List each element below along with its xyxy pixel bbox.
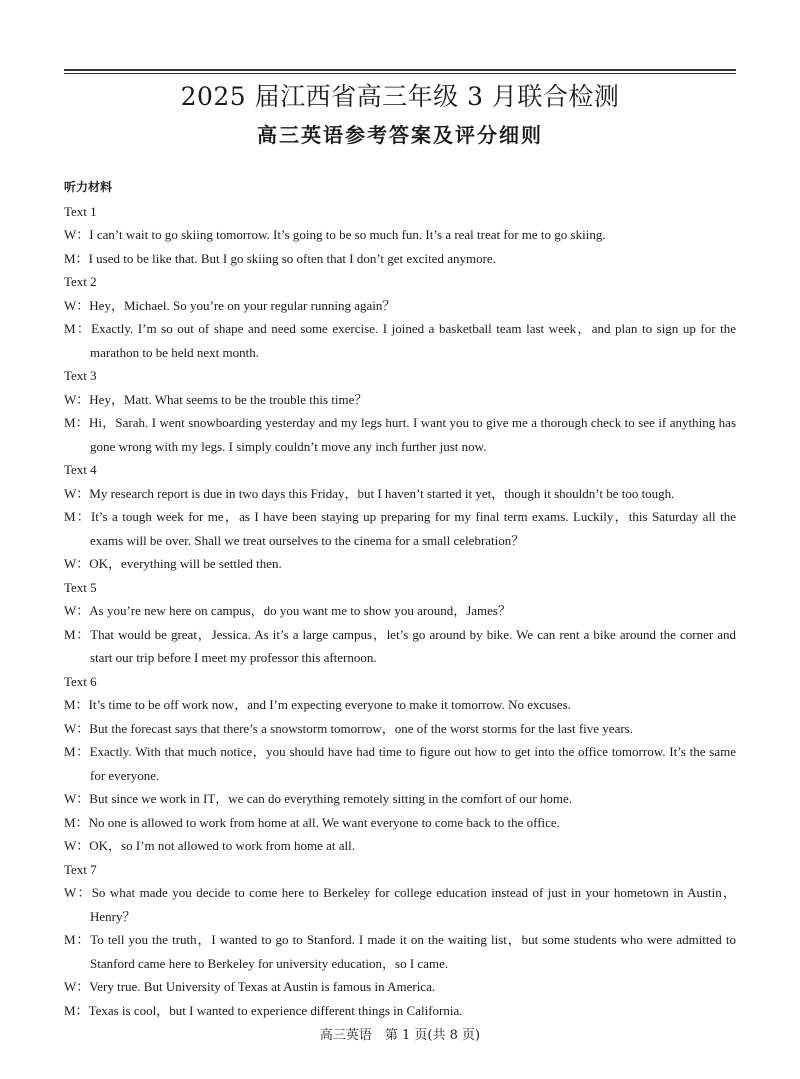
- line-text: So what made you decide to come here to Berkeley for college education instead of just in your hometown in Austin，Henry？: [90, 885, 736, 924]
- speaker-label: W：: [64, 885, 92, 900]
- speaker-label: M：: [64, 321, 92, 336]
- dialogue-line: [64, 505, 736, 552]
- dialogue-line: [64, 482, 736, 506]
- dialogue-line: [64, 928, 736, 975]
- speaker-label: M：: [64, 509, 91, 524]
- line-text: To tell you the truth，I wanted to go to Stanford. I made it on the waiting list，but some students who were admitted to Stanford came here to Berkeley for university education，so I came.: [90, 932, 736, 971]
- speaker-label: W：: [64, 720, 90, 736]
- line-text: Texas is cool，but I wanted to experience different things in California.: [88, 1002, 463, 1018]
- line-text: It’s a tough week for me，as I have been staying up preparing for my final term exams. Luckily，this Saturday all the exams will be over. Shall we treat ourselves to the cinema for a small celebration？: [90, 509, 737, 548]
- line-text: Hi，Sarah. I went snowboarding yesterday and my legs hurt. I want you to give me a thorough check to see if anything has gone wrong with my legs. I simply couldn’t move any inch further just now.: [89, 415, 737, 454]
- line-text: Very true. But University of Texas at Austin is famous in America.: [89, 979, 436, 994]
- dialogue-line: [64, 599, 736, 623]
- line-text: It’s time to be off work now，and I’m expecting everyone to make it tomorrow. No excuses.: [88, 697, 571, 712]
- dialogue-line: [64, 247, 736, 271]
- speaker-label: W：: [64, 485, 90, 501]
- speaker-label: M：: [64, 932, 91, 947]
- line-text: But the forecast says that there’s a snowstorm tomorrow，one of the worst storms for the last five years.: [89, 720, 633, 736]
- speaker-label: W：: [64, 838, 90, 853]
- text-label: Text 6: [64, 673, 97, 689]
- page-title: 2025 届江西省高三年级 3 月联合检测: [180, 82, 620, 111]
- dialogue-line: [64, 693, 736, 717]
- text-label: Text 3: [64, 368, 97, 383]
- line-text: I can’t wait to go skiing tomorrow. It’s going to be so much fun. It’s a real treat for me to go skiing.: [89, 227, 606, 242]
- dialogue-line: [64, 388, 736, 412]
- line-text: Hey，Matt. What seems to be the trouble this time？: [89, 391, 368, 407]
- dialogue-line: [64, 294, 736, 318]
- page-footer: 高三英语 第 1 页(共 8 页): [319, 1028, 481, 1043]
- dialogue-line: [64, 411, 736, 458]
- speaker-label: W：: [64, 556, 90, 571]
- line-text: OK，so I’m not allowed to work from home at all.: [89, 838, 356, 853]
- line-text: No one is allowed to work from home at all. We want everyone to come back to the office.: [88, 814, 560, 830]
- dialogue-line: [64, 740, 736, 787]
- dialogue-line: [64, 317, 736, 364]
- line-text: As you’re new here on campus，do you want me to show you around，James？: [89, 603, 511, 618]
- speaker-label: W：: [64, 391, 90, 407]
- line-text: That would be great，Jessica. As it’s a large campus，let’s go around by bike. We can rent a bike around the corner and start our trip before I meet my professor this afternoon.: [90, 626, 736, 665]
- dialogue-line: [64, 811, 736, 835]
- speaker-label: M：: [64, 697, 89, 712]
- speaker-label: M：: [64, 744, 90, 759]
- line-text: My research report is due in two days this Friday，but I haven’t started it yet，though it shouldn’t be too tough.: [89, 485, 675, 501]
- dialogue-line: [64, 552, 736, 576]
- dialogue-line: [64, 623, 736, 670]
- section-label: 听力材料: [64, 180, 113, 194]
- speaker-label: W：: [64, 227, 90, 242]
- speaker-label: W：: [64, 791, 90, 806]
- speaker-label: M：: [64, 626, 91, 642]
- line-text: Hey，Michael. So you’re on your regular running again？: [89, 297, 396, 313]
- speaker-label: M：: [64, 814, 89, 830]
- text-label: Text 5: [64, 579, 97, 595]
- page-subtitle: 高三英语参考答案及评分细则: [257, 123, 543, 147]
- line-text: But since we work in IT，we can do everything remotely sitting in the comfort of our home.: [89, 791, 572, 806]
- speaker-label: M：: [64, 415, 89, 430]
- top-rule: [64, 69, 736, 74]
- speaker-label: W：: [64, 297, 90, 313]
- text-label: Text 7: [64, 861, 97, 877]
- line-text: OK，everything will be settled then.: [89, 556, 282, 571]
- dialogue-line: [64, 881, 736, 928]
- text-label: Text 2: [64, 274, 97, 289]
- transcript-body: [64, 176, 736, 1022]
- dialogue-line: [64, 834, 736, 858]
- line-text: I used to be like that. But I go skiing so often that I don’t get excited anymore.: [88, 250, 496, 266]
- transcript-blocks: [64, 200, 736, 1023]
- dialogue-line: [64, 223, 736, 247]
- line-text: Exactly. I’m so out of shape and need some exercise. I joined a basketball team last week，and plan to sign up for the marathon to be held next month.: [90, 321, 737, 360]
- text-label: Text 4: [64, 462, 97, 477]
- speaker-label: W：: [64, 603, 90, 618]
- dialogue-line: [64, 717, 736, 741]
- text-label: Text 1: [64, 203, 97, 219]
- line-text: Exactly. With that much notice，you should have had time to figure out how to get into the office tomorrow. It’s the same for everyone.: [89, 744, 736, 783]
- speaker-label: M：: [64, 1002, 89, 1018]
- dialogue-line: [64, 975, 736, 999]
- dialogue-line: [64, 787, 736, 811]
- dialogue-line: [64, 999, 736, 1023]
- speaker-label: W：: [64, 979, 90, 994]
- speaker-label: M：: [64, 250, 89, 266]
